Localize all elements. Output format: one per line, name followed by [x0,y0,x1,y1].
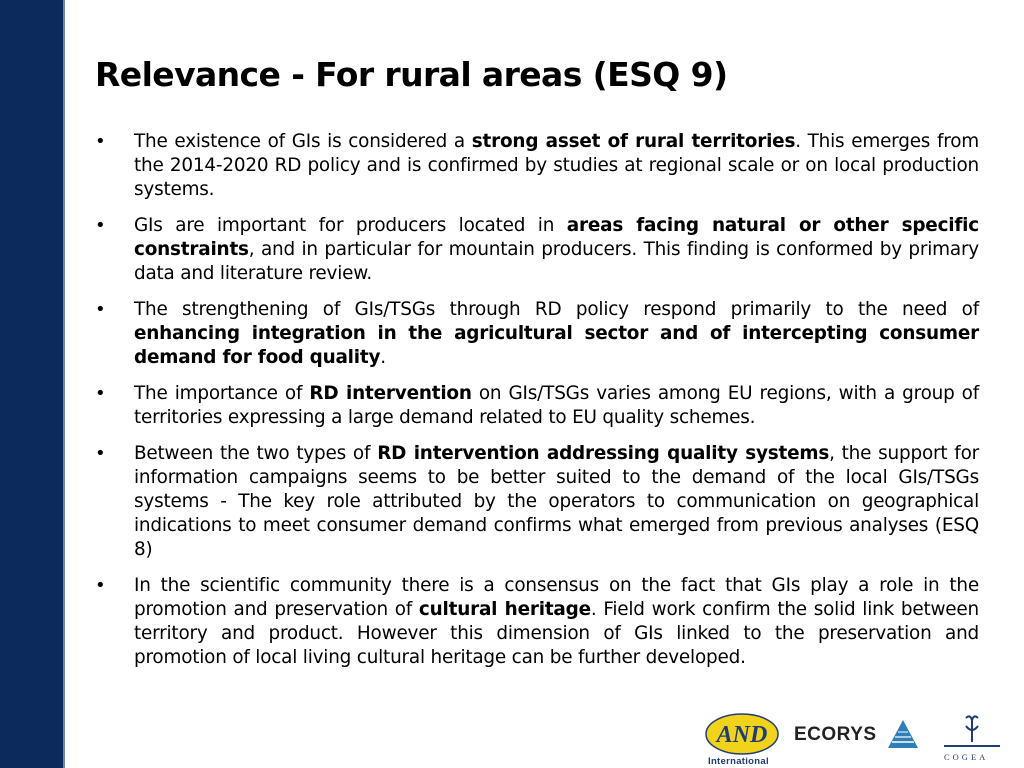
and-logo-mark [704,710,784,758]
bullet-emphasis: strong asset of rural territories [471,131,796,152]
ecorys-logo [794,718,924,758]
ecorys-logo-text: ECORYS [794,724,877,745]
cogea-logo [940,712,1004,766]
bullet-segment: The strengthening of GIs/TSGs through RD policy respond primarily to the need of [134,299,979,320]
bullet-emphasis: RD intervention [309,383,472,404]
and-international-logo [704,710,784,768]
bullet-emphasis: enhancing integration in the agricultural sector and of intercepting consumer demand for food quality [134,323,979,368]
left-sidebar-band [0,0,64,768]
bullet-marker: • [95,443,106,464]
bullet-list [95,130,979,682]
bullet-item [95,382,979,430]
bullet-marker: • [95,299,106,320]
bullet-text [134,383,979,428]
and-logo-subtitle: International [708,756,769,767]
and-logo-text: AND [716,722,768,748]
bullet-segment: , and in particular for mountain producers. This finding is conformed by primary data and literature review. [134,239,979,284]
bullet-segment: . [380,347,386,368]
bullet-item [95,298,979,370]
cogea-emblem-icon [940,712,1004,752]
bullet-marker: • [95,131,106,152]
bullet-segment: GIs are important for producers located in [134,215,567,236]
bullet-item [95,214,979,286]
bullet-item [95,574,979,670]
sidebar-edge-line [63,0,65,768]
bullet-item [95,442,979,562]
bullet-item [95,130,979,202]
bullet-segment: In the scientific community there is a consensus on the fact that GIs play a role in the promotion and preservation of [134,575,979,620]
slide-title: Relevance - For rural areas (ESQ 9) [95,55,728,94]
bullet-segment: The importance of [134,383,310,404]
bullet-segment: The existence of GIs is considered a [134,131,472,152]
bullet-emphasis: cultural heritage [418,599,591,620]
bullet-text [134,575,979,668]
ecorys-triangle-icon [886,718,920,752]
partner-logos [700,708,1010,768]
bullet-text [134,131,979,200]
bullet-text [134,299,979,368]
cogea-logo-text: COGEA [944,752,989,762]
bullet-segment: . Field work confirm the solid link between territory and product. However this dimension of GIs linked to the preservation and promotion of local living cultural heritage can be further developed. [134,599,979,668]
bullet-segment: , the support for information campaigns seems to be better suited to the demand of the local GIs/TSGs systems - The key role attributed by the operators to communication on geographical indications to meet consumer demand confirms what emerged from previous analyses (ESQ 8) [134,443,979,560]
bullet-marker: • [95,215,106,236]
bullet-marker: • [95,575,106,596]
bullet-text [134,443,979,560]
bullet-segment: . This emerges from the 2014-2020 RD policy and is confirmed by studies at regional scale or on local production systems. [134,131,979,200]
bullet-marker: • [95,383,106,404]
bullet-segment: on GIs/TSGs varies among EU regions, with a group of territories expressing a large demand related to EU quality schemes. [134,383,979,428]
bullet-emphasis: RD intervention addressing quality systems [377,443,830,464]
bullet-segment: Between the two types of [134,443,378,464]
bullet-emphasis: areas facing natural or other specific constraints [134,215,979,260]
bullet-text [134,215,979,284]
